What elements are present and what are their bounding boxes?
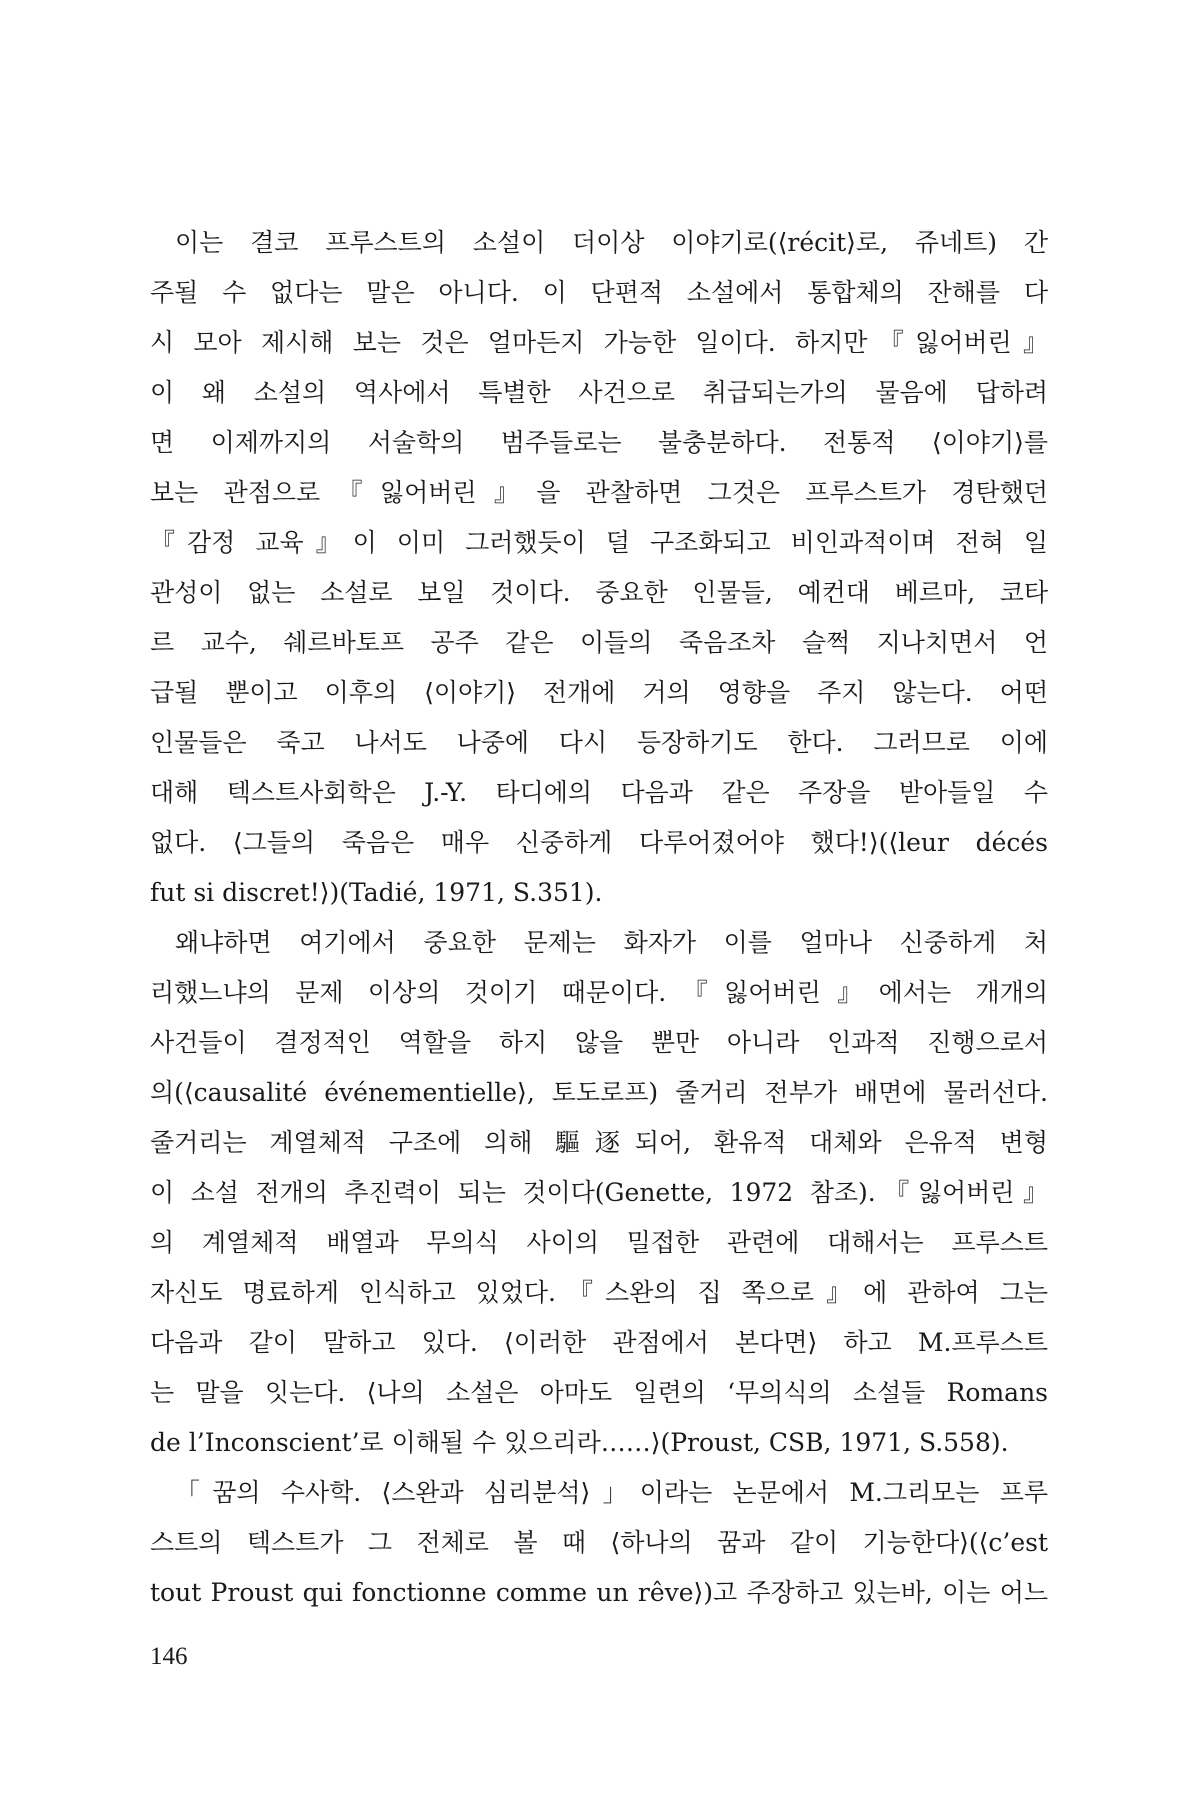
- text-line: fut si discret!⟩)(Tadié, 1971, S.351).: [150, 878, 603, 907]
- text-line: 인물들은 죽고 나서도 나중에 다시 등장하기도 한다. 그러므로 이에: [150, 728, 1048, 757]
- text-line: 사건들이 결정적인 역할을 하지 않을 뿐만 아니라 인과적 진행으로서: [150, 1028, 1048, 1057]
- text-line: 이 왜 소설의 역사에서 특별한 사건으로 취급되는가의 물음에 답하려: [150, 378, 1048, 407]
- text-line: 이는 결코 프루스트의 소설이 더이상 이야기로(⟨récit⟩로, 쥬네트) 간: [175, 228, 1048, 257]
- text-line: 『감정 교육』이 이미 그러했듯이 덜 구조화되고 비인과적이며 전혀 일: [150, 528, 1048, 557]
- text-line: 관성이 없는 소설로 보일 것이다. 중요한 인물들, 예컨대 베르마, 코타: [150, 578, 1048, 607]
- text-line: 줄거리는 계열체적 구조에 의해 驅逐되어, 환유적 대체와 은유적 변형: [150, 1128, 1048, 1157]
- text-line: 대해 텍스트사회학은 J.-Y. 타디에의 다음과 같은 주장을 받아들일 수: [150, 778, 1048, 807]
- text-line: 주될 수 없다는 말은 아니다. 이 단편적 소설에서 통합체의 잔해를 다: [150, 278, 1048, 307]
- text-line: 「꿈의 수사학. ⟨스완과 심리분석⟩」이라는 논문에서 M.그리모는 프루: [175, 1478, 1048, 1507]
- text-line: 스트의 텍스트가 그 전체로 볼 때 ⟨하나의 꿈과 같이 기능한다⟩(⟨c’est: [150, 1528, 1048, 1557]
- text-line: 없다. ⟨그들의 죽음은 매우 신중하게 다루어졌어야 했다!⟩(⟨leur décés: [150, 828, 1048, 857]
- text-line: 급될 뿐이고 이후의 ⟨이야기⟩ 전개에 거의 영향을 주지 않는다. 어떤: [150, 678, 1048, 707]
- text-line: 왜냐하면 여기에서 중요한 문제는 화자가 이를 얼마나 신중하게 처: [175, 928, 1048, 957]
- text-line: 면 이제까지의 서술학의 범주들로는 불충분하다. 전통적 ⟨이야기⟩를: [150, 428, 1048, 457]
- page-number: 146: [150, 1643, 188, 1670]
- text-line: 의(⟨causalité événementielle⟩, 토도로프) 줄거리 전부가 배면에 물러선다.: [150, 1078, 1048, 1107]
- text-line: 시 모아 제시해 보는 것은 얼마든지 가능한 일이다. 하지만『잃어버린』: [150, 328, 1048, 357]
- text-line: 자신도 명료하게 인식하고 있었다.『스완의 집 쪽으로』에 관하여 그는: [150, 1278, 1048, 1307]
- paragraph-3: [150, 1468, 1048, 1618]
- body-text: [150, 218, 1048, 1618]
- text-line: 리했느냐의 문제 이상의 것이기 때문이다.『잃어버린』에서는 개개의: [150, 978, 1048, 1007]
- text-line: de l’Inconscient’로 이해될 수 있으리라……⟩(Proust, CSB, 1971, S.558).: [150, 1428, 1009, 1457]
- text-line: 다음과 같이 말하고 있다. ⟨이러한 관점에서 본다면⟩ 하고 M.프루스트: [150, 1328, 1048, 1357]
- text-line: 의 계열체적 배열과 무의식 사이의 밀접한 관련에 대해서는 프루스트: [150, 1228, 1048, 1257]
- text-line: 이 소설 전개의 추진력이 되는 것이다(Genette, 1972 참조).『잃어버린』: [150, 1178, 1048, 1207]
- paragraph-2: [150, 918, 1048, 1468]
- text-line: 보는 관점으로『잃어버린』을 관찰하면 그것은 프루스트가 경탄했던: [150, 478, 1048, 507]
- text-line: tout Proust qui fonctionne comme un rêve⟩)고 주장하고 있는바, 이는 어느: [150, 1578, 1048, 1607]
- text-line: 르 교수, 쉐르바토프 공주 같은 이들의 죽음조차 슬쩍 지나치면서 언: [150, 628, 1048, 657]
- text-line: 는 말을 잇는다. ⟨나의 소설은 아마도 일련의 ‘무의식의 소설들 Romans: [150, 1378, 1048, 1407]
- paragraph-1: [150, 218, 1048, 918]
